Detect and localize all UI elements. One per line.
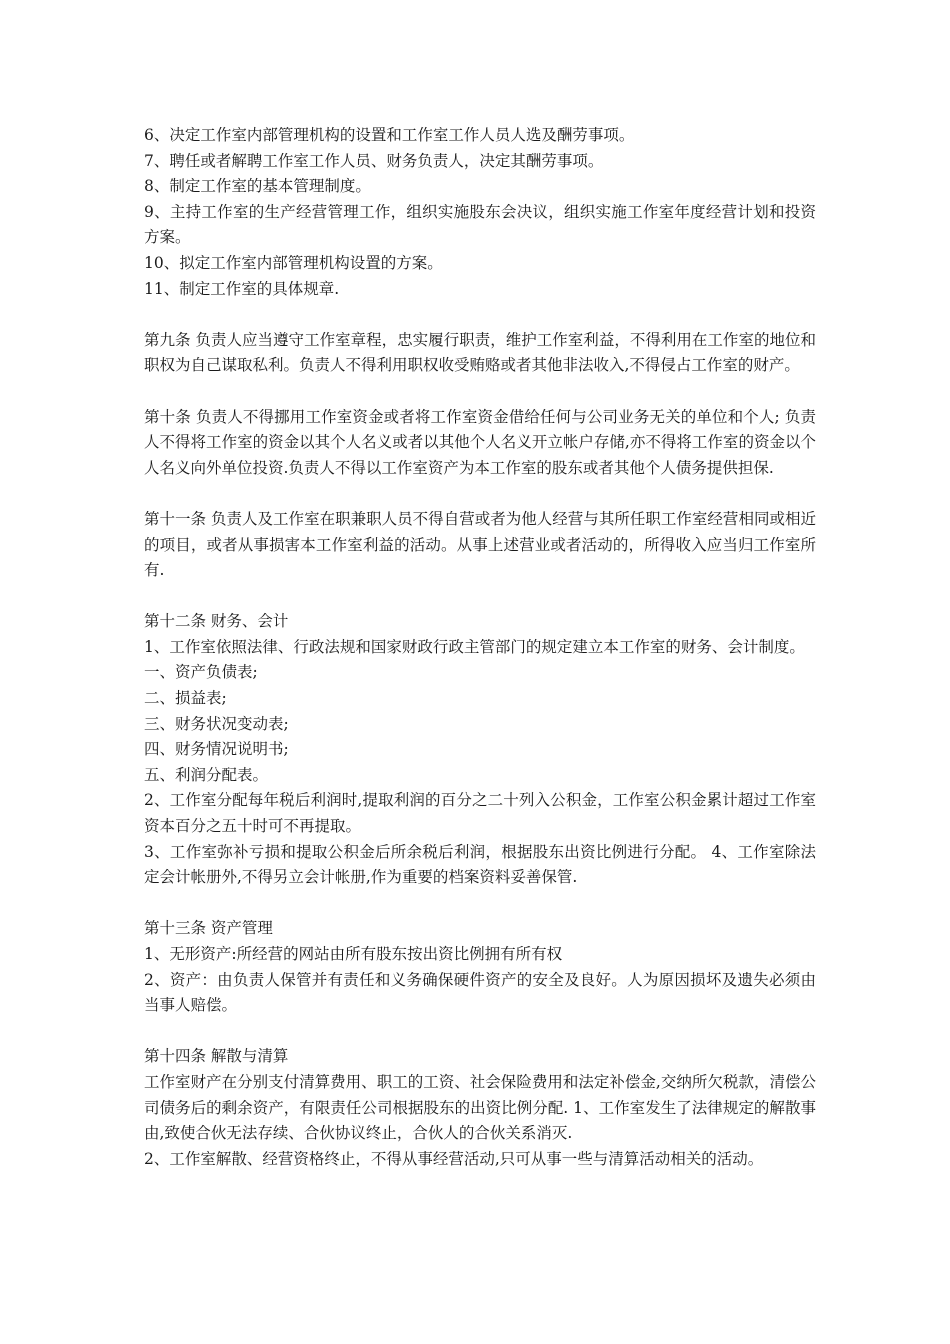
clause-item-9: 9、主持工作室的生产经营管理工作，组织实施股东会决议，组织实施工作室年度经营计划和投资方案。 xyxy=(144,202,816,247)
statement-list-item: 四、财务情况说明书; xyxy=(144,740,289,759)
article-12-item-2: 2、工作室分配每年税后利润时,提取利润的百分之二十列入公积金，工作室公积金累计超过工作室资本百分之五十时可不再提取。 xyxy=(144,791,816,836)
paragraph-gap xyxy=(144,1019,816,1045)
article-14-body: 工作室财产在分别支付清算费用、职工的工资、社会保险费用和法定补偿金,交纳所欠税款，清偿公司债务后的剩余资产，有限责任公司根据股东的出资比例分配. 1、工作室发生了法律规定的解散事由,致使合伙无法存续、合伙协议终止，合伙人的合伙关系消灭. xyxy=(144,1072,816,1143)
statement-list-item: 三、财务状况变动表; xyxy=(144,714,289,733)
clause-item-10: 10、拟定工作室内部管理机构设置的方案。 xyxy=(144,253,443,272)
article-12-heading: 第十二条 财务、会计 xyxy=(144,612,289,631)
statement-list-item: 一、资产负债表; xyxy=(144,663,258,682)
clause-item-11: 11、制定工作室的具体规章. xyxy=(144,279,340,298)
paragraph-gap xyxy=(144,379,816,405)
paragraph-gap xyxy=(144,302,816,328)
article-10: 第十条 负责人不得挪用工作室资金或者将工作室资金借给任何与公司业务无关的单位和个人; 负责人不得将工作室的资金以其个人名义或者以其他个人名义开立帐户存储,亦不得将工作室的资金以个人名义向外单位投资.负责人不得以工作室资产为本工作室的股东或者其他个人债务提供担保. xyxy=(144,407,816,477)
article-13-heading: 第十三条 资产管理 xyxy=(144,919,273,938)
paragraph-gap xyxy=(144,584,816,610)
article-14-item-2: 2、工作室解散、经营资格终止，不得从事经营活动,只可从事一些与清算活动相关的活动。 xyxy=(144,1149,764,1168)
statement-list-item: 五、利润分配表。 xyxy=(144,765,269,784)
article-12-item-3: 3、工作室弥补亏损和提取公积金后所余税后利润，根据股东出资比例进行分配。 4、工作室除法定会计帐册外,不得另立会计帐册,作为重要的档案资料妥善保管. xyxy=(144,842,816,887)
paragraph-gap xyxy=(144,891,816,917)
statement-list-item: 二、损益表; xyxy=(144,689,227,708)
clause-item-6: 6、决定工作室内部管理机构的设置和工作室工作人员人选及酬劳事项。 xyxy=(144,126,635,144)
article-13-item-1: 1、无形资产:所经营的网站由所有股东按出资比例拥有所有权 xyxy=(144,945,563,963)
paragraph-gap xyxy=(144,481,816,507)
clause-item-7: 7、聘任或者解聘工作室工作人员、财务负责人，决定其酬劳事项。 xyxy=(144,151,604,170)
clause-item-8: 8、制定工作室的基本管理制度。 xyxy=(144,177,371,196)
article-9: 第九条 负责人应当遵守工作室章程，忠实履行职责，维护工作室利益，不得利用在工作室的地位和职权为自己谋取私利。负责人不得利用职权收受贿赂或者其他非法收入,不得侵占工作室的财产。 xyxy=(144,330,816,375)
article-12-item-1: 1、工作室依照法律、行政法规和国家财政行政主管部门的规定建立本工作室的财务、会计制度。 xyxy=(144,637,805,656)
article-11: 第十一条 负责人及工作室在职兼职人员不得自营或者为他人经营与其所任职工作室经营相同或相近的项目，或者从事损害本工作室利益的活动。从事上述营业或者活动的，所得收入应当归工作室所有. xyxy=(144,509,816,580)
document-body xyxy=(144,123,816,1172)
article-13-item-2: 2、资产：由负责人保管并有责任和义务确保硬件资产的安全及良好。人为原因损坏及遗失必须由当事人赔偿。 xyxy=(144,970,816,1015)
article-14-heading: 第十四条 解散与清算 xyxy=(144,1047,289,1066)
